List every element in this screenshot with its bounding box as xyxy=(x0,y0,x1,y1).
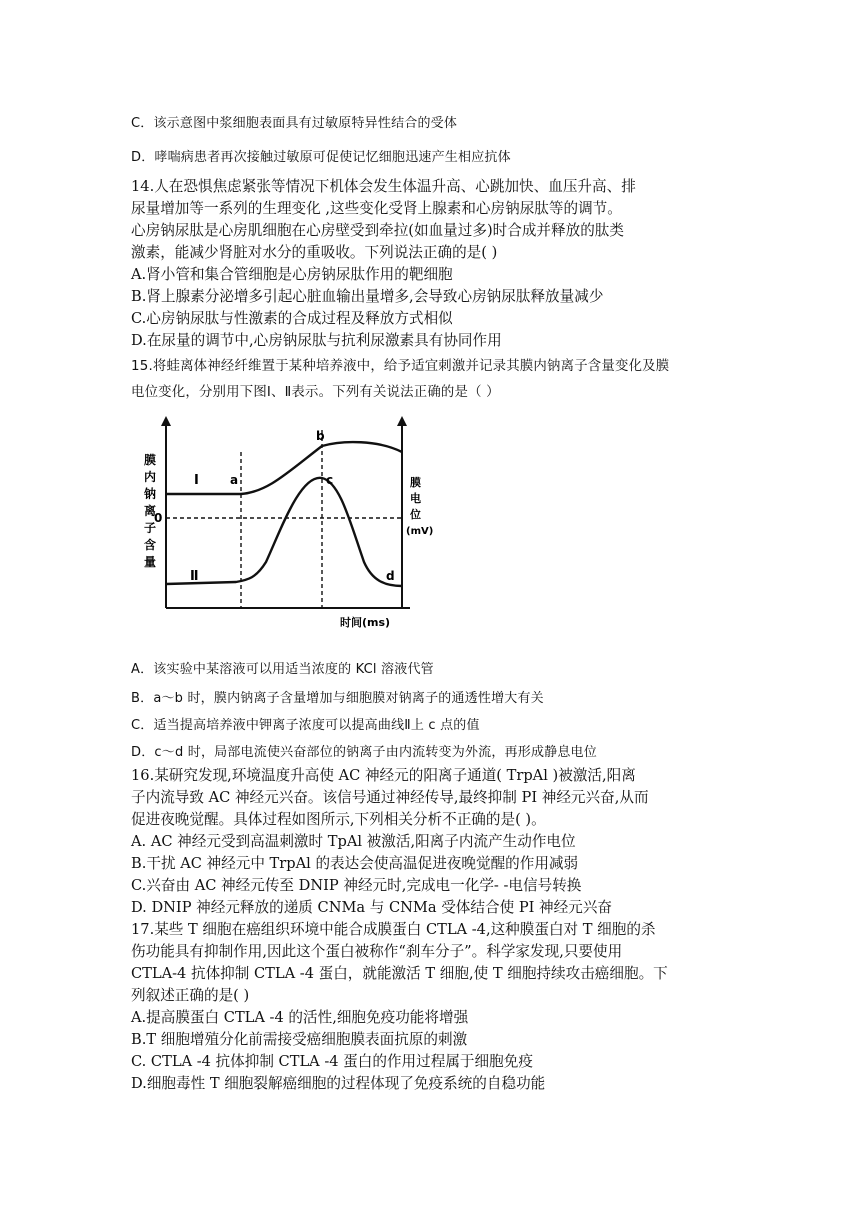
q16-option-b: B.干扰 AC 神经元中 TrpAl 的表达会使高温促进夜晚觉醒的作用减弱 xyxy=(131,855,579,872)
q16-option-d: D. DNIP 神经元释放的递质 CNMa 与 CNMa 受体结合使 PI 神经元兴奋 xyxy=(131,899,613,916)
q17-option-c: C. CTLA -4 抗体抑制 CTLA -4 蛋白的作用过程属于细胞免疫 xyxy=(131,1053,533,1070)
q17-option-b: B.T 细胞增殖分化前需接受癌细胞膜表面抗原的刺激 xyxy=(131,1031,468,1048)
q17-option-a: A.提高膜蛋白 CTLA -4 的活性,细胞免疫功能将增强 xyxy=(131,1009,469,1026)
q14-option-b: B.肾上腺素分泌增多引起心脏血输出量增多,会导致心房钠尿肽释放量减少 xyxy=(131,288,604,305)
left-axis-label-2: 内 xyxy=(144,470,157,484)
time-axis-label: 时间(ms) xyxy=(340,616,391,629)
left-axis-label-7: 量 xyxy=(144,555,157,569)
q14-stem-line-4: 激素，能减少肾脏对水分的重吸收。下列说法正确的是( ) xyxy=(131,244,498,261)
q14-stem-line-2: 尿量增加等一系列的生理变化 ,这些变化受肾上腺素和心房钠尿肽等的调节。 xyxy=(131,200,622,217)
curve-I-label: Ⅰ xyxy=(194,473,199,488)
q17-stem-line-3: CTLA-4 抗体抑制 CTLA -4 蛋白，就能激活 T 细胞,使 T 细胞持续攻击癌细胞。下 xyxy=(131,965,668,982)
q15-option-d: D．c～d 时，局部电流使兴奋部位的钠离子由内流转变为外流，再形成静息电位 xyxy=(131,745,597,760)
left-axis-label-5: 子 xyxy=(144,521,157,535)
q14-option-a: A.肾小管和集合管细胞是心房钠尿肽作用的靶细胞 xyxy=(131,266,453,283)
right-axis-label-1: 膜 xyxy=(410,476,421,489)
zero-label: 0 xyxy=(154,511,163,525)
q16-stem-line-2: 子内流导致 AC 神经元兴奋。该信号通过神经传导,最终抑制 PI 神经元兴奋,从而 xyxy=(131,789,649,806)
left-axis-label-4: 离 xyxy=(144,504,157,518)
right-axis-label-3: 位 xyxy=(410,508,421,521)
q13-option-c: C．该示意图中浆细胞表面具有过敏原特异性结合的受体 xyxy=(131,116,458,131)
sodium-potential-graph xyxy=(128,412,434,644)
q17-stem-line-4: 列叙述正确的是( ) xyxy=(131,987,250,1004)
left-axis-label-3: 钠 xyxy=(144,487,157,501)
point-c-label: c xyxy=(326,473,334,487)
right-axis-label-2: 电 xyxy=(410,492,421,505)
point-b-label: b xyxy=(316,429,325,443)
q15-figure xyxy=(128,412,434,644)
q15-stem-line-1: 15.将蛙离体神经纤维置于某种培养液中，给予适宜刺激并记录其膜内钠离子含量变化及膜 xyxy=(131,359,670,374)
q15-option-b: B．a～b 时，膜内钠离子含量增加与细胞膜对钠离子的通透性增大有关 xyxy=(131,691,544,706)
q14-option-d: D.在尿量的调节中,心房钠尿肽与抗利尿激素具有协同作用 xyxy=(131,332,502,349)
q14-option-c: C.心房钠尿肽与性激素的合成过程及释放方式相似 xyxy=(131,310,453,327)
point-d-label: d xyxy=(386,569,395,583)
point-a-label: a xyxy=(230,473,239,487)
q15-option-c: C．适当提高培养液中钾离子浓度可以提高曲线Ⅱ上 c 点的值 xyxy=(131,718,480,733)
q16-stem-line-3: 促进夜晚觉醒。具体过程如图所示,下列相关分析不正确的是( )。 xyxy=(131,811,546,828)
left-axis-label-6: 含 xyxy=(144,538,157,552)
q17-stem-line-2: 伤功能具有抑制作用,因此这个蛋白被称作“刹车分子”。科学家发现,只要使用 xyxy=(131,943,623,960)
right-axis-unit: (mV) xyxy=(406,526,434,537)
q13-option-d: D．哮喘病患者再次接触过敏原可促使记忆细胞迅速产生相应抗体 xyxy=(131,150,511,165)
q16-stem-line-1: 16.某研究发现,环境温度升高使 AC 神经元的阳离子通道( TrpAl )被激活,阳离 xyxy=(131,767,636,784)
q14-stem-line-3: 心房钠尿肽是心房肌细胞在心房壁受到牵拉(如血量过多)时合成并释放的肽类 xyxy=(131,222,624,239)
left-axis-label-1: 膜 xyxy=(144,453,157,467)
q14-stem-line-1: 14.人在恐惧焦虑紧张等情况下机体会发生体温升高、心跳加快、血压升高、排 xyxy=(131,178,636,195)
q16-option-c: C.兴奋由 AC 神经元传至 DNIP 神经元时,完成电一化学- -电信号转换 xyxy=(131,877,582,894)
q17-option-d: D.细胞毒性 T 细胞裂解癌细胞的过程体现了免疫系统的自稳功能 xyxy=(131,1075,546,1092)
q16-option-a: A. AC 神经元受到高温刺激时 TpAl 被激活,阳离子内流产生动作电位 xyxy=(131,833,576,850)
q15-stem-line-2: 电位变化，分别用下图Ⅰ、Ⅱ表示。下列有关说法正确的是（ ） xyxy=(131,385,500,400)
q15-option-a: A．该实验中某溶液可以用适当浓度的 KCl 溶液代管 xyxy=(131,662,434,677)
curve-II-label: Ⅱ xyxy=(190,569,199,584)
q17-stem-line-1: 17.某些 T 细胞在癌组织环境中能合成膜蛋白 CTLA -4,这种膜蛋白对 T 细胞的杀 xyxy=(131,921,656,938)
